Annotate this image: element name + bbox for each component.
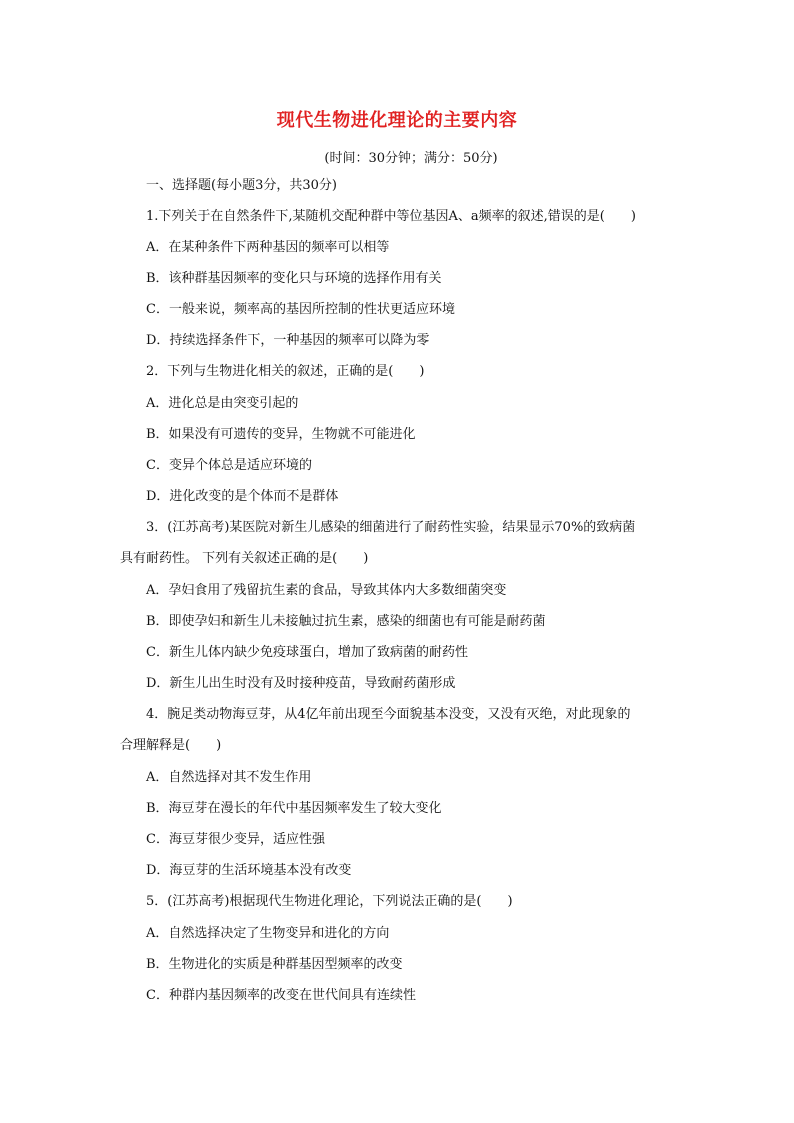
question-4-option-b: B．海豆芽在漫长的年代中基因频率发生了较大变化 [146,801,442,816]
section-heading: 一、选择题(每小题3分，共30分) [146,178,337,193]
question-2-stem: 2．下列与生物进化相关的叙述，正确的是( ) [146,364,425,379]
question-3-option-a: A．孕妇食用了残留抗生素的食品，导致其体内大多数细菌突变 [146,583,507,598]
question-2-option-d: D．进化改变的是个体而不是群体 [146,489,339,504]
question-4-stem-line1: 4．腕足类动物海豆芽，从4亿年前出现至今面貌基本没变，又没有灭绝，对此现象的 [146,707,631,722]
question-2-option-c: C．变异个体总是适应环境的 [146,458,312,473]
question-1-option-d: D．持续选择条件下，一种基因的频率可以降为零 [146,333,430,348]
page-title: 现代生物进化理论的主要内容 [276,110,518,131]
question-2-option-b: B．如果没有可遗传的变异，生物就不可能进化 [146,427,416,442]
question-4-option-a: A．自然选择对其不发生作用 [146,770,312,785]
question-1-option-a: A．在某种条件下两种基因的频率可以相等 [146,240,390,255]
question-1-option-b: B．该种群基因频率的变化只与环境的选择作用有关 [146,271,442,286]
question-3-stem-line2: 具有耐药性。 下列有关叙述正确的是( ) [120,551,369,566]
question-5-stem: 5．(江苏高考)根据现代生物进化理论，下列说法正确的是( ) [146,894,513,909]
question-2-option-a: A．进化总是由突变引起的 [146,396,299,411]
question-3-option-b: B．即使孕妇和新生儿未接触过抗生素，感染的细菌也有可能是耐药菌 [146,614,546,629]
page-subtitle: (时间：30分钟；满分：50分) [324,151,498,166]
question-1-option-c: C．一般来说，频率高的基因所控制的性状更适应环境 [146,302,455,317]
question-4-option-c: C．海豆芽很少变异，适应性强 [146,832,325,847]
question-1-stem: 1.下列关于在自然条件下,某随机交配种群中等位基因A、a频率的叙述,错误的是( ) [146,209,636,224]
question-5-option-c: C．种群内基因频率的改变在世代间具有连续性 [146,988,416,1003]
question-5-option-a: A．自然选择决定了生物变异和进化的方向 [146,926,390,941]
question-3-option-d: D．新生儿出生时没有及时接种疫苗，导致耐药菌形成 [146,676,456,691]
question-3-option-c: C．新生儿体内缺少免疫球蛋白，增加了致病菌的耐药性 [146,645,468,660]
question-5-option-b: B．生物进化的实质是种群基因型频率的改变 [146,957,403,972]
question-4-option-d: D．海豆芽的生活环境基本没有改变 [146,863,352,878]
question-4-stem-line2: 合理解释是( ) [120,738,222,753]
question-3-stem-line1: 3．(江苏高考)某医院对新生儿感染的细菌进行了耐药性实验，结果显示70%的致病菌 [146,520,636,535]
